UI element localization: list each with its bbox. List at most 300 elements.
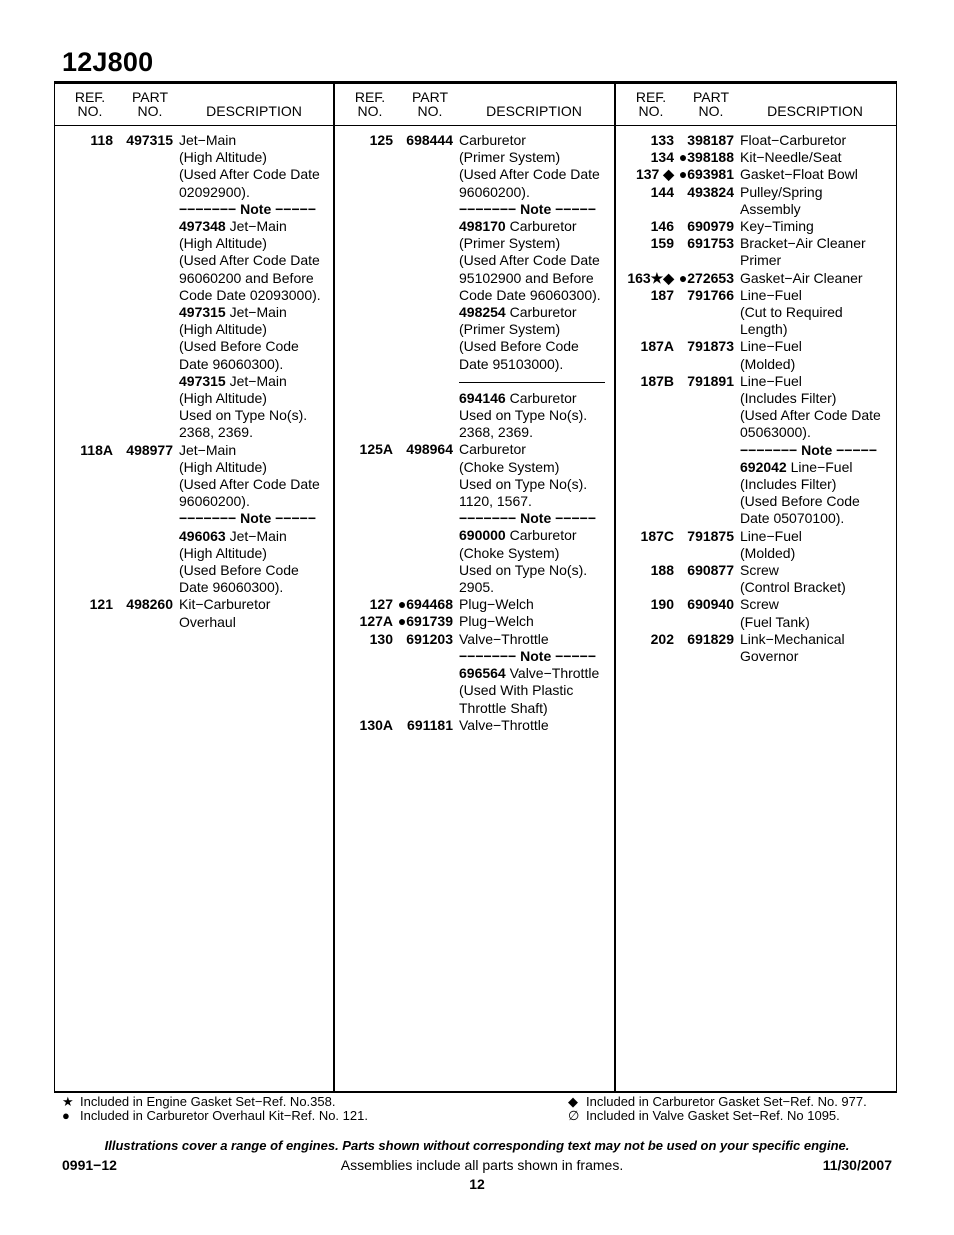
legend-left <box>62 1095 368 1123</box>
ref-number <box>335 665 393 717</box>
description-line: 1120, 1567. <box>459 493 532 510</box>
description-line: (Used After Code Date <box>459 166 600 183</box>
alternate-part-name: Jet−Main <box>225 527 287 544</box>
part-number: 498260 <box>126 596 173 613</box>
description-line: Primer <box>740 252 782 269</box>
description-line: 2368, 2369. <box>459 424 533 441</box>
part-description <box>459 665 614 717</box>
description-line: Used on Type No(s). <box>459 407 588 424</box>
part-description <box>740 338 896 372</box>
note-row <box>55 201 333 218</box>
part-number <box>113 510 173 527</box>
part-description <box>740 218 896 235</box>
ref-number <box>335 373 393 390</box>
alternate-part-name: Valve−Throttle <box>505 665 600 682</box>
part-number <box>393 218 453 304</box>
part-description <box>459 132 614 201</box>
part-number: 690940 <box>687 596 734 613</box>
part-row <box>616 562 896 596</box>
column-header <box>616 84 896 126</box>
note-divider: −−−−−−− Note −−−−− <box>459 647 596 664</box>
part-number: 698444 <box>406 132 453 148</box>
description-line: Governor <box>740 648 799 665</box>
alternate-part-row <box>335 218 614 304</box>
description-line: Code Date 02093000). <box>179 286 321 303</box>
part-description <box>740 459 896 528</box>
ref-number <box>616 459 674 528</box>
description-line <box>459 390 614 407</box>
part-number: 791875 <box>687 527 734 544</box>
description-line: Kit−Needle/Seat <box>740 149 842 166</box>
description-line: (High Altitude) <box>179 321 267 338</box>
part-description <box>179 442 333 511</box>
ref-number: 163★◆ <box>627 269 674 286</box>
description-line: 05063000). <box>740 424 811 441</box>
ref-number <box>335 390 393 442</box>
part-description <box>740 528 896 562</box>
description-line: (Molded) <box>740 544 796 561</box>
part-row <box>55 442 333 511</box>
description-line: Valve−Throttle <box>459 630 549 647</box>
description-line: 96060200). <box>459 183 530 200</box>
part-number <box>393 665 453 717</box>
description-line <box>179 528 333 545</box>
alternate-part-row <box>335 304 614 373</box>
part-description <box>179 132 333 201</box>
star-icon: ★ <box>62 1094 74 1109</box>
alternate-part-number: 497315 <box>179 304 226 321</box>
part-number: 493824 <box>687 183 734 200</box>
part-number: ●694468 <box>397 596 453 613</box>
part-row <box>616 132 896 149</box>
note-divider: −−−−−−− Note −−−−− <box>179 510 316 527</box>
description-line: Carburetor <box>459 132 526 148</box>
part-description <box>740 596 896 630</box>
alternate-part-row <box>335 665 614 717</box>
alternate-part-row <box>616 459 896 528</box>
ref-number: 187 <box>650 286 674 303</box>
part-number: ●272653 <box>678 269 734 286</box>
ref-number <box>55 218 113 304</box>
description-line: (High Altitude) <box>179 544 267 561</box>
description-line: Date 05070100). <box>740 510 845 527</box>
part-description <box>179 201 333 218</box>
part-description <box>459 510 614 527</box>
part-number: ●691739 <box>397 613 453 630</box>
ref-number <box>55 304 113 373</box>
ref-number: 202 <box>650 630 674 647</box>
empty-set-icon: ∅ <box>568 1108 580 1123</box>
alternate-part-name: Carburetor <box>505 527 577 544</box>
legend-item: ● Included in Carburetor Overhaul Kit−Ref. No. 121. <box>62 1108 368 1123</box>
ref-number: 118A <box>80 441 113 458</box>
description-line: Key−Timing <box>740 218 814 235</box>
part-no-header: PART NO. <box>131 89 169 119</box>
ref-no-header: REF. NO. <box>354 89 386 119</box>
part-number <box>113 218 173 304</box>
description-line: Bracket−Air Cleaner <box>740 235 866 252</box>
description-line: 2368, 2369. <box>179 424 253 441</box>
alternate-part-name: Carburetor <box>505 218 577 235</box>
part-number <box>393 390 453 442</box>
description-line <box>179 304 333 321</box>
description-line: (Used Before Code <box>179 338 299 355</box>
note-row <box>335 648 614 665</box>
ref-number: 125 <box>369 132 393 148</box>
description-line: Valve−Throttle <box>459 716 549 733</box>
part-no-header: PART NO. <box>411 89 449 119</box>
alternate-part-row <box>55 304 333 373</box>
part-number: 498964 <box>406 441 453 458</box>
alternate-part-row <box>335 527 614 596</box>
alternate-part-number: 498170 <box>459 218 506 235</box>
note-divider: −−−−−−− Note −−−−− <box>459 510 596 527</box>
description-line: (Used Before Code <box>179 562 299 579</box>
part-row <box>335 596 614 613</box>
ref-number <box>335 201 393 218</box>
part-number: ●398188 <box>678 149 734 166</box>
ref-number: 159 <box>650 235 674 252</box>
note-divider: −−−−−−− Note −−−−− <box>740 441 877 458</box>
description-line: Line−Fuel <box>740 286 802 303</box>
legend-item: ★ Included in Engine Gasket Set−Ref. No.358. <box>62 1094 336 1109</box>
disclaimer: Illustrations cover a range of engines. Parts shown without corresponding text may not be used on your specific engine. <box>104 1138 850 1153</box>
description-line: Date 96060300). <box>179 579 284 596</box>
description-line: (Choke System) <box>459 544 560 561</box>
part-description <box>179 596 333 630</box>
alternate-part-number: 497348 <box>179 218 226 235</box>
description-line: Length) <box>740 321 788 338</box>
description-line <box>459 527 614 544</box>
description-line: Line−Fuel <box>740 338 802 355</box>
ref-number: 146 <box>650 218 674 235</box>
description-line: Gasket−Air Cleaner <box>740 269 863 286</box>
description-line: Kit−Carburetor <box>179 596 271 613</box>
description-line: (Primer System) <box>459 321 561 338</box>
part-description <box>740 166 896 183</box>
ref-number: 188 <box>650 562 674 579</box>
part-description <box>179 304 333 373</box>
assemblies-note: Assemblies include all parts shown in frames. <box>340 1157 624 1173</box>
part-description <box>740 373 896 442</box>
description-line: Code Date 96060300). <box>459 286 601 303</box>
description-header: DESCRIPTION <box>206 103 302 119</box>
description-header: DESCRIPTION <box>767 103 863 119</box>
part-description <box>740 631 896 665</box>
part-number <box>113 201 173 218</box>
description-line: (Includes Filter) <box>740 390 837 407</box>
part-row <box>335 441 614 510</box>
part-row <box>335 631 614 648</box>
description-line: (Primer System) <box>459 235 561 252</box>
ref-number: 187A <box>640 338 674 355</box>
part-number <box>393 373 453 390</box>
part-row <box>55 132 333 201</box>
alternate-part-name: Line−Fuel <box>786 458 853 475</box>
legend-item: ∅ Included in Valve Gasket Set−Ref. No 1095. <box>568 1108 840 1123</box>
part-number <box>393 304 453 373</box>
part-row <box>616 270 896 287</box>
description-line: Used on Type No(s). <box>459 561 588 578</box>
ref-number: 134 <box>650 149 674 166</box>
part-description <box>740 235 896 269</box>
part-row <box>335 613 614 630</box>
ref-number: 127 <box>369 596 393 613</box>
part-description <box>740 270 896 287</box>
document-date: 11/30/2007 <box>822 1157 892 1173</box>
part-number: 691829 <box>687 630 734 647</box>
ref-number <box>335 648 393 665</box>
part-number: 691203 <box>406 630 453 647</box>
part-number: 497315 <box>126 132 173 148</box>
alternate-part-row <box>55 218 333 304</box>
description-line: (High Altitude) <box>179 235 267 252</box>
description-line <box>459 218 614 235</box>
ref-number: 187B <box>640 372 674 389</box>
separator-line <box>459 382 605 383</box>
ref-number: 121 <box>89 596 113 613</box>
description-line: (Fuel Tank) <box>740 613 810 630</box>
part-row <box>616 373 896 442</box>
parts-column-2 <box>335 84 616 1091</box>
alternate-part-number: 690000 <box>459 527 506 544</box>
part-description <box>179 218 333 304</box>
part-description <box>459 218 614 304</box>
ref-number <box>55 373 113 442</box>
alternate-part-name: Carburetor <box>505 389 577 406</box>
part-description <box>459 631 614 648</box>
description-line <box>459 304 614 321</box>
description-line: Assembly <box>740 200 801 217</box>
note-row <box>616 442 896 459</box>
description-line <box>179 373 333 390</box>
description-line: Jet−Main <box>179 132 237 148</box>
ref-no-header: REF. NO. <box>635 89 667 119</box>
part-number: 398187 <box>687 132 734 148</box>
part-row <box>616 528 896 562</box>
description-line: (High Altitude) <box>179 458 267 475</box>
description-line: (Molded) <box>740 355 796 372</box>
alternate-part-row <box>55 373 333 442</box>
ref-number: 187C <box>640 527 674 544</box>
part-number: 791891 <box>687 372 734 389</box>
part-row <box>616 218 896 235</box>
parts-table <box>54 81 897 1093</box>
part-description <box>740 442 896 459</box>
part-description <box>740 287 896 339</box>
description-line: Throttle Shaft) <box>459 699 548 716</box>
description-line: Gasket−Float Bowl <box>740 166 858 183</box>
description-line: Date 96060300). <box>179 355 284 372</box>
part-number: 691753 <box>687 235 734 252</box>
description-line: (Control Bracket) <box>740 579 846 596</box>
description-line: (Used After Code Date <box>179 252 320 269</box>
ref-number <box>616 442 674 459</box>
description-line: Used on Type No(s). <box>179 407 308 424</box>
alternate-part-number: 498254 <box>459 304 506 321</box>
part-description <box>459 717 614 734</box>
part-number: 791766 <box>687 286 734 303</box>
part-row <box>616 184 896 218</box>
part-no-header: PART NO. <box>692 89 730 119</box>
ref-number <box>335 527 393 596</box>
part-number <box>393 648 453 665</box>
note-row <box>335 510 614 527</box>
part-description <box>459 304 614 373</box>
description-line: (Used After Code Date <box>459 252 600 269</box>
part-description <box>459 596 614 613</box>
description-line: Screw <box>740 596 779 613</box>
part-description <box>459 613 614 630</box>
description-line: (Used Before Code <box>459 338 579 355</box>
part-number: 690877 <box>687 562 734 579</box>
description-line: Date 95103000). <box>459 355 564 372</box>
part-number <box>674 442 734 459</box>
description-line: (High Altitude) <box>179 149 267 166</box>
part-description <box>740 132 896 149</box>
part-description <box>179 528 333 597</box>
part-row <box>616 338 896 372</box>
description-line <box>179 218 333 235</box>
description-line: Plug−Welch <box>459 613 534 630</box>
part-description <box>459 373 614 390</box>
ref-number: 130A <box>359 716 393 733</box>
part-description <box>740 184 896 218</box>
part-description <box>459 441 614 510</box>
description-line: 2905. <box>459 579 495 596</box>
part-description <box>179 373 333 442</box>
description-line: Line−Fuel <box>740 527 802 544</box>
part-row <box>616 596 896 630</box>
part-description <box>179 510 333 527</box>
column-header <box>55 84 333 126</box>
ref-number: 127A <box>359 613 393 630</box>
alternate-part-number: 496063 <box>179 527 226 544</box>
alternate-part-name: Jet−Main <box>225 218 287 235</box>
part-row <box>616 235 896 269</box>
part-number: ●693981 <box>678 166 734 183</box>
bullet-icon: ● <box>62 1108 70 1123</box>
note-divider: −−−−−−− Note −−−−− <box>459 200 596 217</box>
alternate-part-number: 696564 <box>459 665 506 682</box>
part-number: 690979 <box>687 218 734 235</box>
part-description <box>459 527 614 596</box>
description-line: (Used After Code Date <box>179 166 320 183</box>
part-number <box>393 510 453 527</box>
diamond-icon: ◆ <box>568 1094 578 1109</box>
part-description <box>459 390 614 442</box>
part-row <box>335 132 614 201</box>
part-number <box>113 528 173 597</box>
ref-number: 125A <box>359 441 393 458</box>
description-line: (High Altitude) <box>179 390 267 407</box>
description-line: Link−Mechanical <box>740 630 845 647</box>
ref-no-header: REF. NO. <box>74 89 106 119</box>
description-line: Screw <box>740 562 779 579</box>
part-description <box>459 201 614 218</box>
ref-number: 133 <box>650 132 674 148</box>
alternate-part-name: Jet−Main <box>225 304 287 321</box>
description-line: 02092900). <box>179 183 250 200</box>
description-header: DESCRIPTION <box>486 103 582 119</box>
note-row <box>55 510 333 527</box>
separator-row <box>335 373 614 390</box>
alternate-part-name: Carburetor <box>505 304 577 321</box>
part-description <box>459 648 614 665</box>
part-number: 791873 <box>687 338 734 355</box>
ref-number: 144 <box>650 183 674 200</box>
part-number: 691181 <box>407 716 453 733</box>
description-line: Used on Type No(s). <box>459 475 588 492</box>
description-line: Carburetor <box>459 441 526 458</box>
alternate-part-number: 692042 <box>740 458 787 475</box>
ref-number <box>55 528 113 597</box>
description-line: (Primer System) <box>459 149 561 166</box>
description-line: 96060200). <box>179 493 250 510</box>
part-row <box>335 717 614 734</box>
description-line: (Used With Plastic <box>459 682 574 699</box>
page-number: 12 <box>469 1176 485 1192</box>
description-line: 96060200 and Before <box>179 269 314 286</box>
part-number <box>393 201 453 218</box>
alternate-part-name: Jet−Main <box>225 372 287 389</box>
part-description <box>740 149 896 166</box>
description-line: (Choke System) <box>459 458 560 475</box>
alternate-part-row <box>335 390 614 442</box>
legend-right <box>568 1095 867 1123</box>
note-row <box>335 201 614 218</box>
description-line <box>459 665 614 682</box>
part-row <box>616 287 896 339</box>
part-row <box>616 166 896 183</box>
description-line: 95102900 and Before <box>459 269 594 286</box>
ref-number <box>335 304 393 373</box>
parts-rows <box>616 132 896 665</box>
ref-number <box>55 510 113 527</box>
description-line: (Includes Filter) <box>740 476 837 493</box>
note-divider: −−−−−−− Note −−−−− <box>179 200 316 217</box>
part-description <box>740 562 896 596</box>
description-line: (Used After Code Date <box>179 476 320 493</box>
parts-rows <box>55 132 333 631</box>
ref-number: 137 ◆ <box>635 166 674 183</box>
page-title: 12J800 <box>62 47 154 77</box>
alternate-part-number: 497315 <box>179 372 226 389</box>
description-line: Plug−Welch <box>459 596 534 613</box>
parts-column-1 <box>55 84 335 1091</box>
part-number <box>113 373 173 442</box>
parts-column-3 <box>616 84 896 1091</box>
ref-number <box>55 201 113 218</box>
description-line: Float−Carburetor <box>740 132 847 148</box>
parts-rows <box>335 132 614 734</box>
ref-number <box>335 510 393 527</box>
description-line: (Cut to Required <box>740 304 843 321</box>
description-line <box>740 459 896 476</box>
part-row <box>616 631 896 665</box>
legend-item: ◆ Included in Carburetor Gasket Set−Ref. No. 977. <box>568 1094 867 1109</box>
part-number: 498977 <box>126 441 173 458</box>
ref-number: 130 <box>369 630 393 647</box>
column-header <box>335 84 614 126</box>
part-row <box>616 149 896 166</box>
description-line: Overhaul <box>179 613 236 630</box>
part-number <box>113 304 173 373</box>
part-number <box>674 459 734 528</box>
description-line: Line−Fuel <box>740 372 802 389</box>
document-code: 0991−12 <box>62 1157 117 1173</box>
description-line: Jet−Main <box>179 441 237 458</box>
